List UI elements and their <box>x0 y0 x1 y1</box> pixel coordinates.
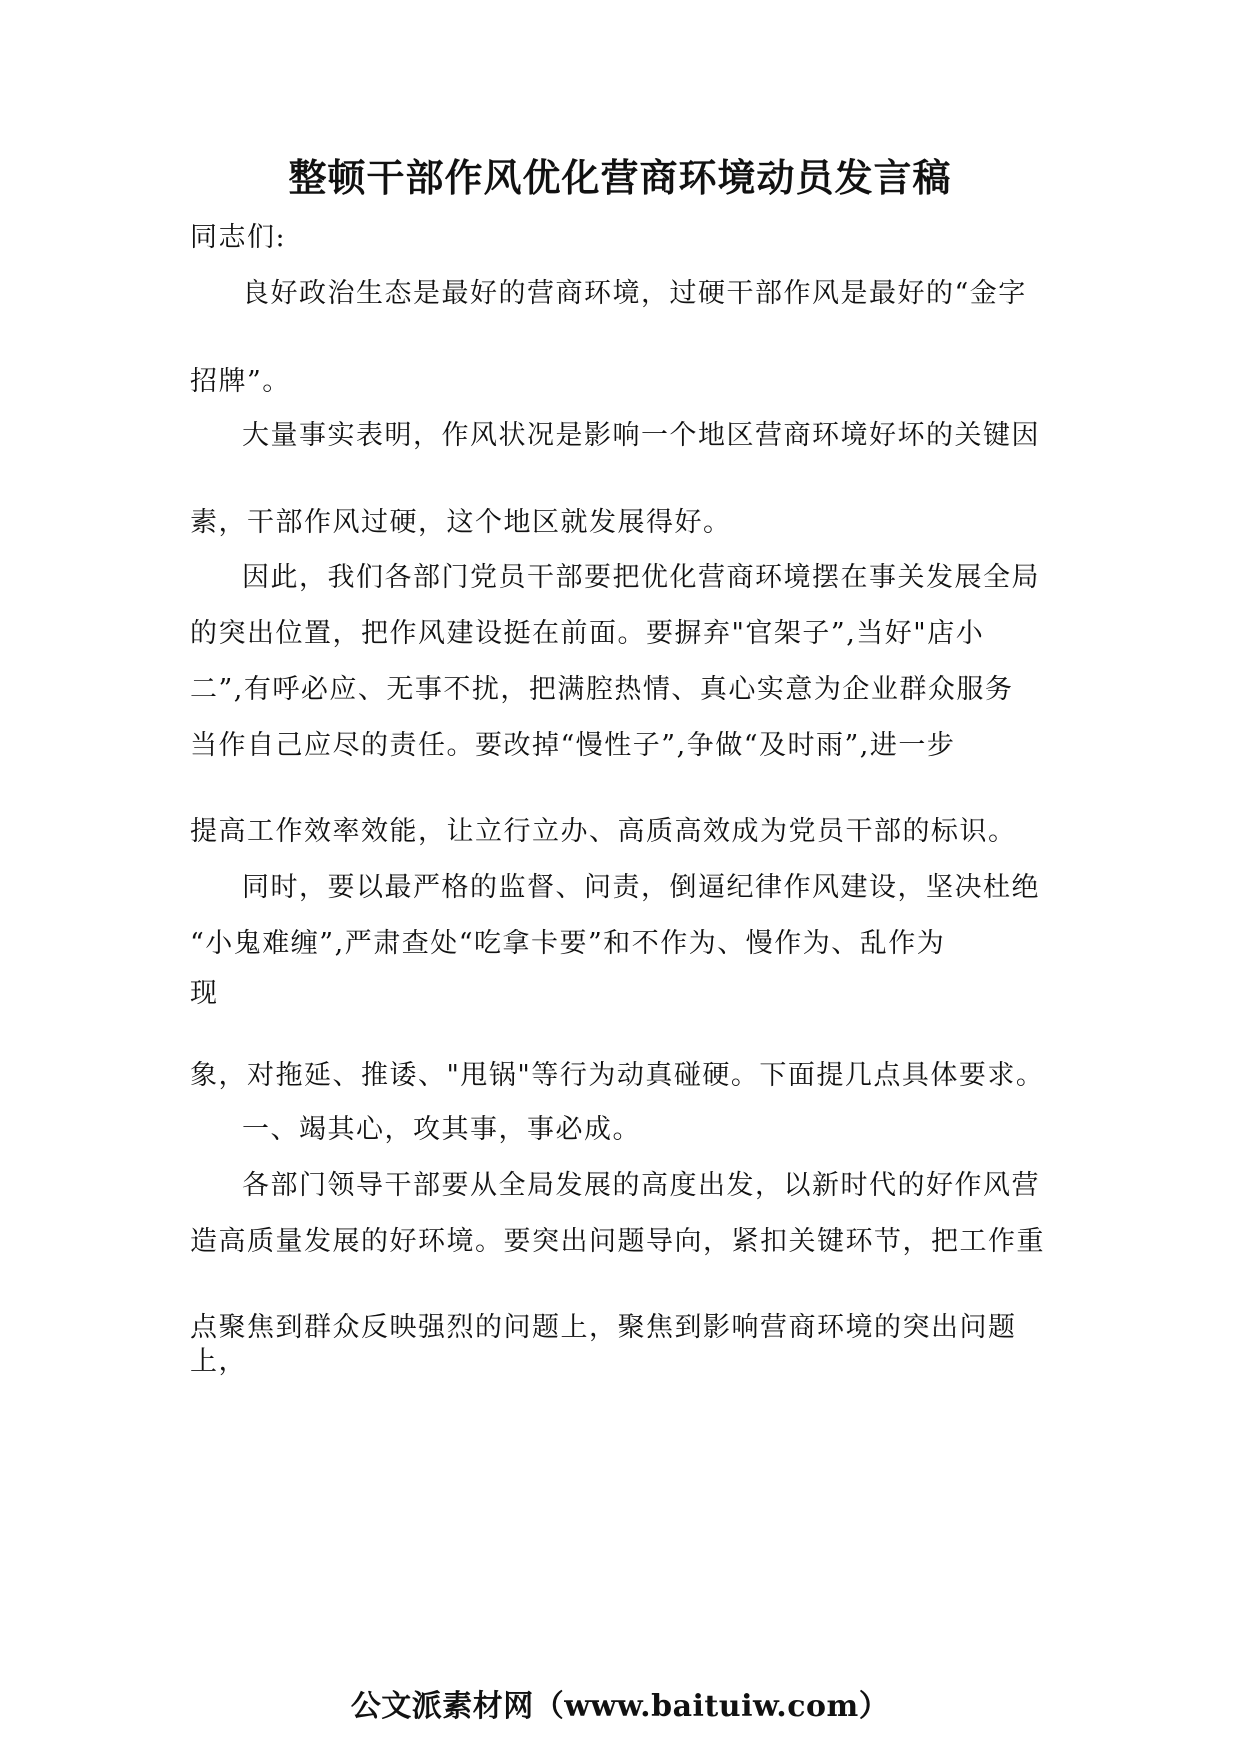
section-heading: 一、竭其心，攻其事，事必成。 <box>242 1114 641 1145</box>
paragraph-line: 素，干部作风过硬，这个地区就发展得好。 <box>190 507 732 538</box>
paragraph-line: 二”,有呼必应、无事不扰，把满腔热情、真心实意为企业群众服务 <box>190 674 1014 705</box>
paragraph-line: 造高质量发展的好环境。要突出问题导向，紧扣关键环节，把工作重 <box>190 1226 1045 1257</box>
salutation: 同志们: <box>190 222 287 253</box>
paragraph-line: 大量事实表明，作风状况是影响一个地区营商环境好坏的关键因 <box>242 420 1040 451</box>
paragraph-line: 招牌”。 <box>190 366 291 397</box>
paragraph-line: 现 <box>190 978 219 1009</box>
paragraph-line: 因此，我们各部门党员干部要把优化营商环境摆在事关发展全局 <box>242 562 1040 593</box>
paragraph-line: 各部门领导干部要从全局发展的高度出发，以新时代的好作风营 <box>242 1170 1040 1201</box>
paragraph-line: 点聚焦到群众反映强烈的问题上，聚焦到影响营商环境的突出问题 <box>190 1312 1017 1343</box>
document-title: 整顿干部作风优化营商环境动员发言稿 <box>288 155 952 200</box>
paragraph-line: 提高工作效率效能，让立行立办、高质高效成为党员干部的标识。 <box>190 816 1017 847</box>
paragraph-line: 良好政治生态是最好的营商环境，过硬干部作风是最好的“金字 <box>242 278 1027 309</box>
paragraph-line: 象，对拖延、推诿、"甩锅"等行为动真碰硬。下面提几点具体要求。 <box>190 1060 1045 1091</box>
paragraph-line: 同时，要以最严格的监督、问责，倒逼纪律作风建设，坚决杜绝 <box>242 872 1040 903</box>
paragraph-line: 上， <box>190 1346 247 1377</box>
paragraph-line: 的突出位置，把作风建设挺在前面。要摒弃"官架子”,当好"店小 <box>190 618 985 649</box>
footer-watermark: 公文派素材网（www.baituiw.com） <box>350 1689 890 1724</box>
paragraph-line: “小鬼难缠”,严肃查处“吃拿卡要”和不作为、慢作为、乱作为 <box>190 928 946 959</box>
paragraph-line: 当作自己应尽的责任。要改掉“慢性子”,争做“及时雨”,进一步 <box>190 730 956 761</box>
